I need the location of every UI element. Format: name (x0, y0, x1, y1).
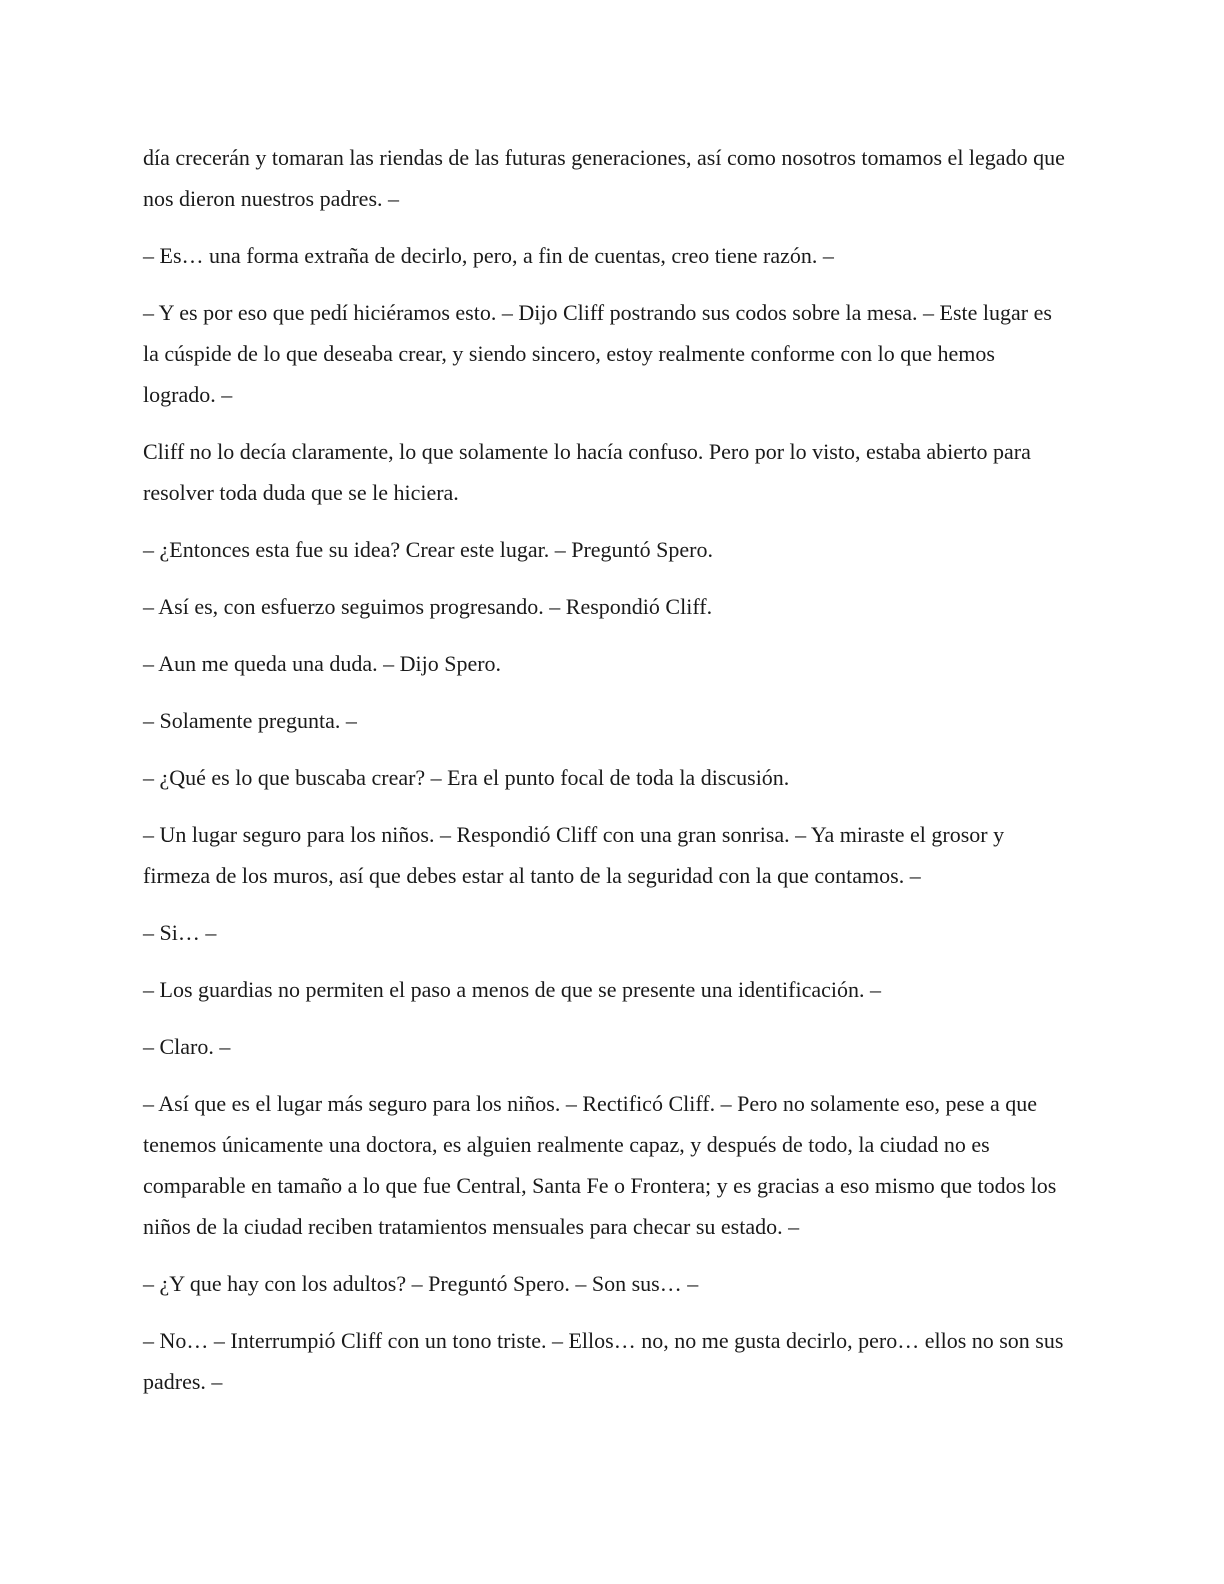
paragraph-16: – No… – Interrumpió Cliff con un tono triste. – Ellos… no, no me gusta decirlo, pero… ellos no son sus padres. – (143, 1328, 1064, 1394)
paragraph-8: – Solamente pregunta. – (143, 708, 357, 733)
paragraph-5: – ¿Entonces esta fue su idea? Crear este lugar. – Preguntó Spero. (143, 537, 713, 562)
paragraph-13: – Claro. – (143, 1034, 231, 1059)
paragraph-9: – ¿Qué es lo que buscaba crear? – Era el punto focal de toda la discusión. (143, 765, 790, 790)
paragraph-2: – Es… una forma extraña de decirlo, pero, a fin de cuentas, creo tiene razón. – (143, 243, 834, 268)
paragraph-4: Cliff no lo decía claramente, lo que solamente lo hacía confuso. Pero por lo visto, estaba abierto para resolver toda duda que se le hiciera. (143, 439, 1031, 505)
paragraph-3: – Y es por eso que pedí hiciéramos esto. – Dijo Cliff postrando sus codos sobre la mesa. – Este lugar es la cúspide de lo que deseaba crear, y siendo sincero, estoy realmente conforme con lo que hemos logrado. – (143, 300, 1052, 407)
paragraph-7: – Aun me queda una duda. – Dijo Spero. (143, 651, 502, 676)
paragraph-12: – Los guardias no permiten el paso a menos de que se presente una identificación. – (143, 977, 881, 1002)
paragraph-1: día crecerán y tomaran las riendas de las futuras generaciones, así como nosotros tomamos el legado que nos dieron nuestros padres. – (143, 145, 1065, 211)
paragraph-11: – Si… – (143, 920, 217, 945)
body-text (143, 137, 1073, 1418)
paragraph-6: – Así es, con esfuerzo seguimos progresando. – Respondió Cliff. (143, 594, 713, 619)
paragraph-15: – ¿Y que hay con los adultos? – Preguntó Spero. – Son sus… – (143, 1271, 699, 1296)
paragraph-10: – Un lugar seguro para los niños. – Respondió Cliff con una gran sonrisa. – Ya miraste el grosor y firmeza de los muros, así que debes estar al tanto de la seguridad con la que contamos. – (143, 822, 1005, 888)
paragraph-14: – Así que es el lugar más seguro para los niños. – Rectificó Cliff. – Pero no solamente eso, pese a que tenemos únicamente una doctora, es alguien realmente capaz, y después de todo, la ciudad no es comparable en tamaño a lo que fue Central, Santa Fe o Frontera; y es gracias a eso mismo que todos los niños de la ciudad reciben tratamientos mensuales para checar su estado. – (143, 1091, 1057, 1239)
